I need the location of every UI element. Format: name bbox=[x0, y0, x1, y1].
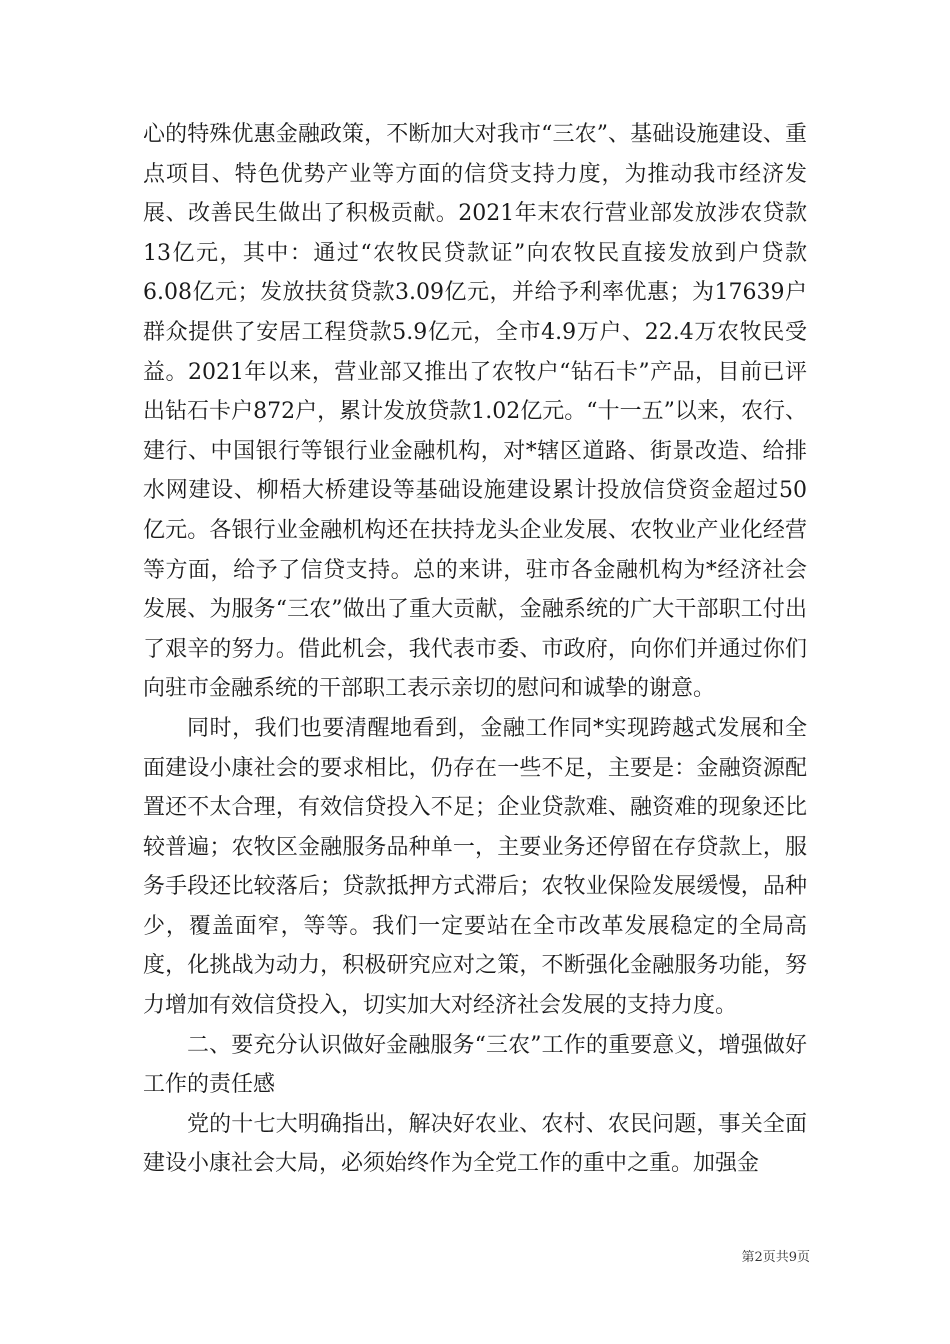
paragraph-financial-support: 心的特殊优惠金融政策，不断加大对我市“三农”、基础设施建设、重点项目、特色优势产业等方面的信贷支持力度，为推动我市经济发展、改善民生做出了积极贡献。2021年末农行营业部发放涉农贷款13亿元，其中：通过“农牧民贷款证”向农牧民直接发放到户贷款6.08亿元；发放扶贫贷款3.09亿元，并给予利率优惠；为17639户群众提供了安居工程贷款5.9亿元，全市4.9万户、22.4万农牧民受益。2021年以来，营业部又推出了农牧户“钻石卡”产品，目前已评出钻石卡户872户，累计发放贷款1.02亿元。“十一五”以来，农行、建行、中国银行等银行业金融机构，对*辖区道路、街景改造、给排水网建设、柳梧大桥建设等基础设施建设累计投放信贷资金超过50亿元。各银行业金融机构还在扶持龙头企业发展、农牧业产业化经营等方面，给予了信贷支持。总的来讲，驻市各金融机构为*经济社会发展、为服务“三农”做出了重大贡献，金融系统的广大干部职工付出了艰辛的努力。借此机会，我代表市委、市政府，向你们并通过你们向驻市金融系统的干部职工表示亲切的慰问和诚挚的谢意。 bbox=[143, 122, 807, 702]
page-number-footer: 第2页共9页 bbox=[741, 1250, 810, 1265]
document-body bbox=[143, 115, 807, 1184]
paragraph-seventeenth-congress: 党的十七大明确指出，解决好农业、农村、农民问题，事关全面建设小康社会大局，必须始终作为全党工作的重中之重。加强金 bbox=[143, 1111, 807, 1177]
paragraph-shortcomings: 同时，我们也要清醒地看到，金融工作同*实现跨越式发展和全面建设小康社会的要求相比，仍存在一些不足，主要是：金融资源配置还不太合理，有效信贷投入不足；企业贷款难、融资难的现象还比较普遍；农牧区金融服务品种单一，主要业务还停留在存贷款上，服务手段还比较落后；贷款抵押方式滞后；农牧业保险发展缓慢，品种少，覆盖面窄，等等。我们一定要站在全市改革发展稳定的全局高度，化挑战为动力，积极研究应对之策，不断强化金融服务功能，努力增加有效信贷投入，切实加大对经济社会发展的支持力度。 bbox=[143, 715, 807, 1019]
section-heading-two: 二、要充分认识做好金融服务“三农”工作的重要意义，增强做好工作的责任感 bbox=[143, 1032, 807, 1098]
